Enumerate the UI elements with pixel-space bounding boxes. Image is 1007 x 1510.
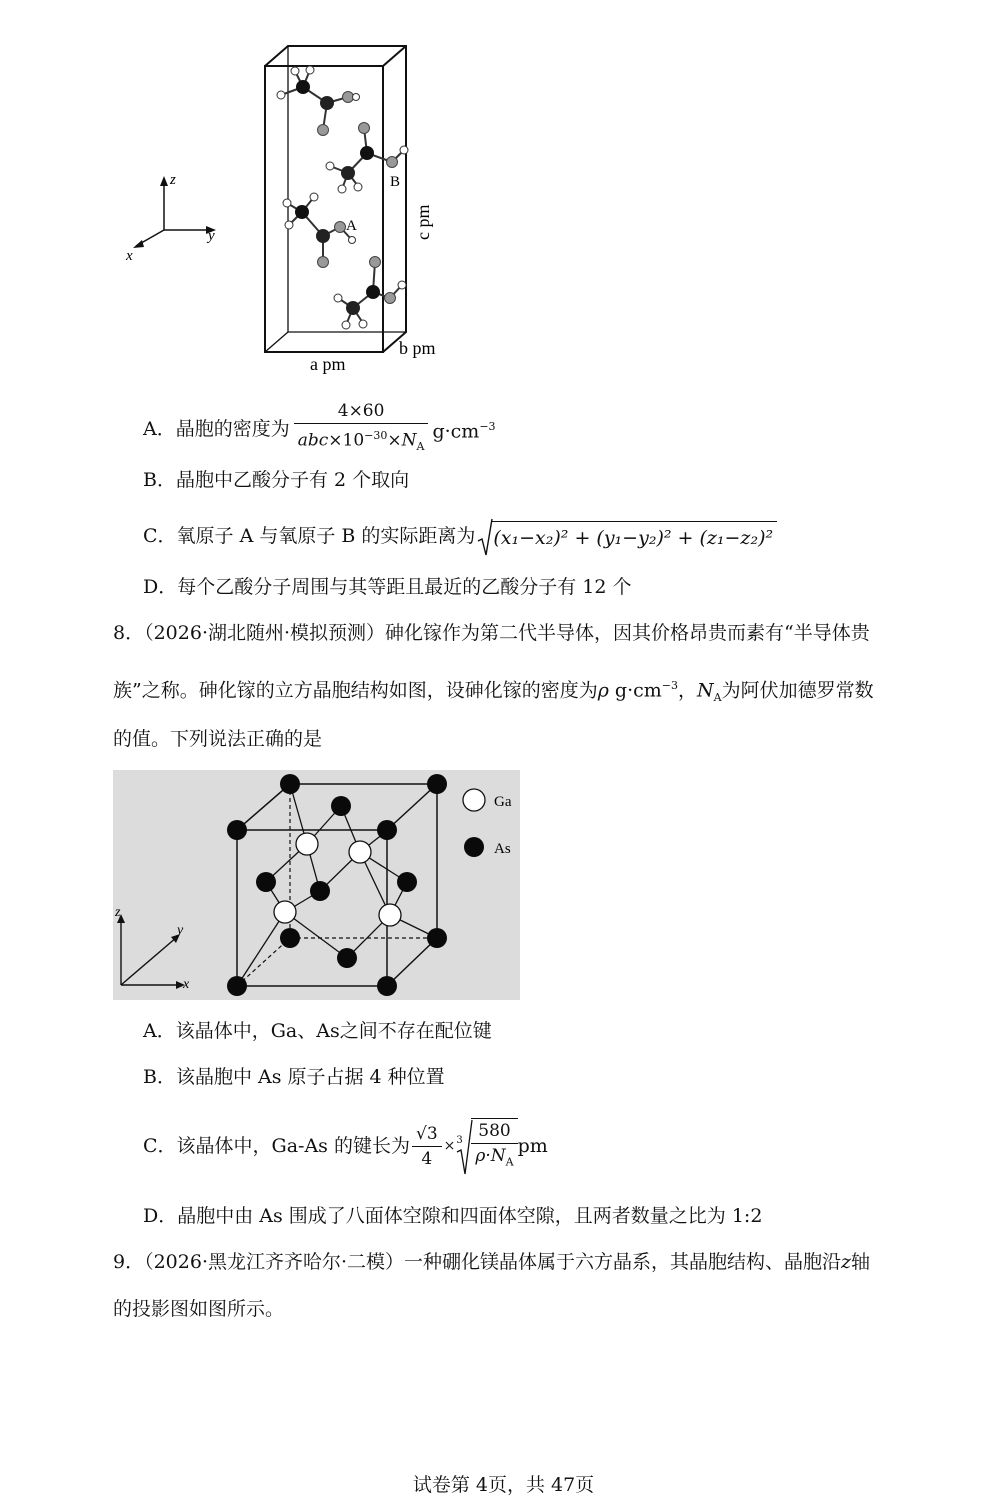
q7-option-c-sqrt [477,521,777,552]
q9-stem-line2: 的投影图如图所示。 [113,1298,285,1320]
q8-option-b: B．该晶胞中 As 原子占据 4 种位置 [143,1066,445,1088]
q8-option-c-times: × [443,1138,456,1154]
q8-option-c-prefix: C．该晶体中，Ga-As 的键长为 [143,1135,410,1157]
q8-option-c [143,1115,548,1177]
fig1-dim-a: a pm [310,354,346,374]
acetic-acid-molecule [281,70,348,130]
q9-stem-line1: 9．（2026·黑龙江齐齐哈尔·二模）一种硼化镁晶体属于六方晶系，其晶胞结构、晶胞沿z轴 [113,1251,871,1273]
q7-option-a [143,400,496,454]
fig1-axis-x: x [126,248,133,264]
q7-option-a-denominator: $abc\times 10^{-30}\times N_A$ [297,428,425,454]
q7-option-d: D．每个乙酸分子周围与其等距且最近的乙酸分子有 12 个 [143,576,632,598]
q8-stem-line1: 8．（2026·湖北随州·模拟预测）砷化镓作为第二代半导体，因其价格昂贵而素有“半导体贵 [113,622,870,644]
fig1-dim-b: b pm [399,338,436,358]
fig1-label-b-atom: B [390,174,401,190]
q7-option-c-formula: (x₁−x₂)² + (y₁−y₂)² + (z₁−z₂)² [491,521,777,552]
q8-option-a: A．该晶体中，Ga、As之间不存在配位键 [143,1020,492,1042]
fig1-axis-z: z [170,172,176,188]
q7-option-a-prefix: A．晶胞的密度为 [143,418,290,440]
page-footer: 试卷第 4页，共 47页 [412,1474,595,1496]
legend-as: As [494,841,511,857]
q8-stem-line3: 的值。下列说法正确的是 [113,728,323,750]
fig1-label-a-atom: A [346,218,357,234]
fig1-dim-c: c pm [413,204,433,240]
q7-option-c-prefix: C．氧原子 A 与氧原子 B 的实际距离为 [143,525,476,547]
q7-option-b: B．晶胞中乙酸分子有 2 个取向 [143,469,410,491]
q8-option-c-unit: pm [517,1135,548,1157]
gaas-cell-figure [113,770,520,1000]
acetic-acid-cell-figure [120,40,460,380]
q8-stem-line2: 族”之称。砷化镓的立方晶胞结构如图，设砷化镓的密度为ρ $g\cdot cm^{-3}$，$N_A$为阿伏加德罗常数 [113,679,874,705]
gaas-axis-x: x [183,977,190,992]
q8-option-c-frac1: $\frac{√3}{4}$ [412,1122,442,1171]
q7-option-a-numerator: 4×60 [294,399,429,424]
fig1-axes [136,180,212,246]
q7-option-c [143,516,777,556]
q8-option-c-cube-root: 3 $\frac{580}{\rho\cdot N_A}$ [455,1118,517,1174]
gaas-axis-z: z [115,905,121,920]
gaas-axis-y: y [177,923,184,938]
q7-option-a-unit: $g\cdot cm^{-3}$ [432,419,496,443]
q7-option-a-fraction [294,399,429,459]
q8-option-d: D．晶胞中由 As 围成了八面体空隙和四面体空隙，且两者数量之比为 1:2 [143,1205,763,1227]
legend-ga: Ga [494,794,512,810]
fig1-axis-y: y [208,228,215,244]
